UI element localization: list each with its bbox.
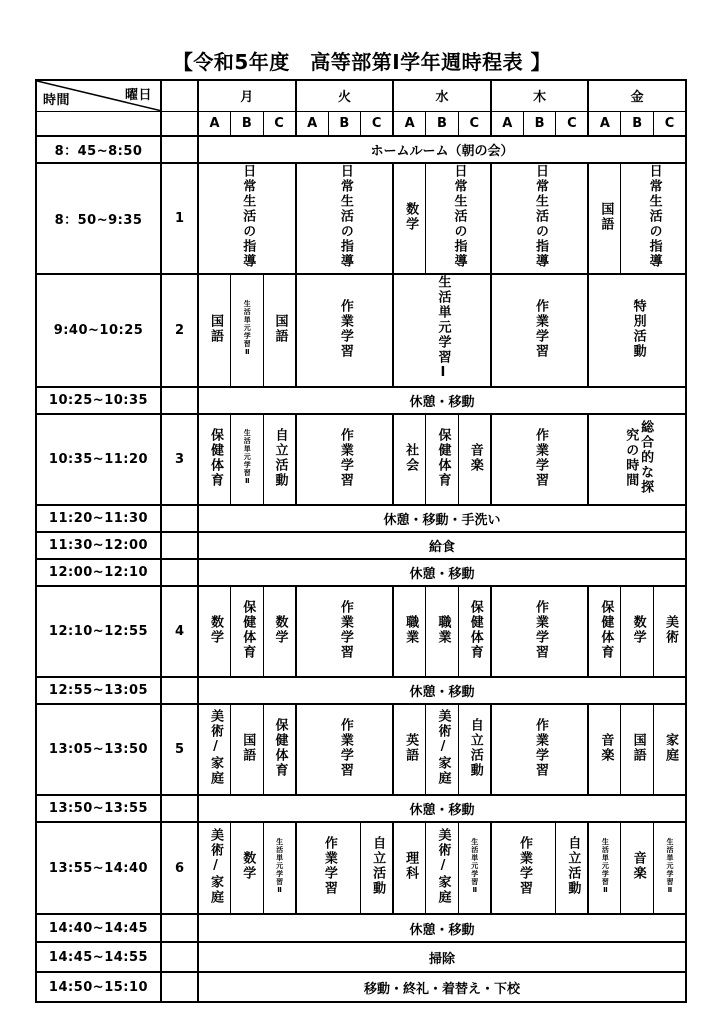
subject-label: 日常生活の指導 — [240, 164, 256, 269]
subject-label: 数学 — [630, 614, 646, 645]
subject-cell — [393, 274, 491, 387]
time-cell: 14:40~14:45 — [36, 914, 161, 942]
subject-label: 自立活動 — [272, 427, 288, 488]
subject-label: 作業学習 — [533, 717, 549, 778]
subject-label: 生活単元学習Ⅱ — [275, 837, 284, 895]
subject-label: 作業学習 — [321, 836, 337, 896]
subject-cell — [231, 822, 264, 914]
subject-cell — [198, 163, 296, 274]
group-c: C — [458, 111, 491, 136]
subject-cell — [361, 822, 394, 914]
subject-cell — [393, 822, 426, 914]
period-cell — [161, 677, 198, 704]
subject-label: 生活単元学習Ⅱ — [601, 837, 610, 895]
subject-cell — [231, 274, 264, 387]
header-corner — [36, 80, 161, 111]
time-cell: 11:20~11:30 — [36, 505, 161, 532]
time-cell: 13:55~14:40 — [36, 822, 161, 914]
subject-cell — [653, 704, 686, 795]
subject-label: 保健体育 — [435, 427, 451, 488]
period-cell — [161, 972, 198, 1002]
time-cell: 10:35~11:20 — [36, 414, 161, 505]
subject-cell — [491, 274, 589, 387]
subject-label: 保健体育 — [598, 599, 614, 660]
break-cell: 休憩・移動 — [198, 677, 686, 704]
time-cell: 14:50~15:10 — [36, 972, 161, 1002]
group-a: A — [296, 111, 329, 136]
subject-label: 国語 — [272, 313, 288, 344]
time-cell: 8：50~9:35 — [36, 163, 161, 274]
subject-cell — [491, 704, 589, 795]
break-cell: 休憩・移動 — [198, 387, 686, 414]
subject-label: 作業学習 — [337, 717, 353, 778]
subject-cell — [588, 163, 621, 274]
subject-cell — [458, 704, 491, 795]
subject-cell — [393, 163, 426, 274]
subject-label: 音楽 — [467, 442, 483, 473]
subject-cell — [231, 414, 264, 505]
subject-cell — [588, 414, 686, 505]
subject-cell — [393, 704, 426, 795]
timetable — [35, 79, 687, 1003]
subject-label: 保健体育 — [467, 599, 483, 660]
subject-label: 作業学習 — [337, 599, 353, 660]
subject-cell — [263, 414, 296, 505]
subject-cell — [491, 822, 556, 914]
subject-label: 生活単元学習Ⅱ — [243, 429, 252, 486]
subject-cell — [426, 822, 459, 914]
subject-label: 日常生活の指導 — [646, 164, 662, 269]
group-b: B — [328, 111, 361, 136]
period-cell — [161, 136, 198, 163]
subject-cell — [296, 586, 394, 677]
period-number: 1 — [161, 163, 198, 274]
subject-cell — [588, 274, 686, 387]
break-cell: 休憩・移動 — [198, 559, 686, 586]
subject-cell — [458, 822, 491, 914]
subject-cell — [653, 822, 686, 914]
subject-label: 総合的な探究の時間 — [623, 420, 654, 495]
subject-label: 国語 — [207, 313, 223, 344]
subject-label: 作業学習 — [533, 427, 549, 488]
subject-label: 生活単元学習Ⅰ — [435, 275, 451, 382]
subject-label: 職業 — [403, 614, 419, 645]
subject-cell — [198, 414, 231, 505]
subject-cell — [296, 414, 394, 505]
blank-period — [161, 111, 198, 136]
time-cell: 12:10~12:55 — [36, 586, 161, 677]
time-cell: 9:40~10:25 — [36, 274, 161, 387]
group-c: C — [361, 111, 394, 136]
subject-label: 保健体育 — [240, 599, 256, 660]
subject-label: 日常生活の指導 — [533, 164, 549, 269]
period-cell — [161, 505, 198, 532]
day-wed: 水 — [393, 80, 491, 111]
period-number: 4 — [161, 586, 198, 677]
subject-cell — [296, 822, 361, 914]
subject-label: 数学 — [403, 201, 419, 232]
time-cell: 14:45~14:55 — [36, 942, 161, 972]
weekday-label: 曜日 — [124, 88, 152, 103]
group-a: A — [393, 111, 426, 136]
subject-label: 自立活動 — [467, 717, 483, 778]
subject-cell — [588, 704, 621, 795]
period-number: 6 — [161, 822, 198, 914]
subject-label: 家庭 — [662, 732, 678, 763]
subject-cell — [621, 163, 686, 274]
subject-cell — [621, 822, 654, 914]
subject-label: 理科 — [403, 851, 419, 881]
subject-cell — [426, 414, 459, 505]
group-a: A — [491, 111, 524, 136]
blank-time — [36, 111, 161, 136]
subject-cell — [621, 704, 654, 795]
period-cell — [161, 559, 198, 586]
period-cell — [161, 914, 198, 942]
day-mon: 月 — [198, 80, 296, 111]
group-b: B — [231, 111, 264, 136]
day-tue: 火 — [296, 80, 394, 111]
subject-cell — [588, 822, 621, 914]
subject-cell — [588, 586, 621, 677]
subject-cell — [263, 274, 296, 387]
subject-label: 美術/家庭 — [435, 827, 451, 905]
subject-label: 美術/家庭 — [207, 827, 223, 905]
subject-label: 自立活動 — [370, 836, 386, 896]
subject-cell — [653, 586, 686, 677]
subject-cell — [458, 586, 491, 677]
subject-cell — [458, 414, 491, 505]
subject-cell — [263, 586, 296, 677]
subject-cell — [491, 414, 589, 505]
time-cell: 12:00~12:10 — [36, 559, 161, 586]
subject-label: 数学 — [207, 614, 223, 645]
break-cell: 休憩・移動 — [198, 914, 686, 942]
time-cell: 13:50~13:55 — [36, 795, 161, 822]
break-cell: 休憩・移動・手洗い — [198, 505, 686, 532]
time-cell: 12:55~13:05 — [36, 677, 161, 704]
subject-cell — [198, 704, 231, 795]
subject-label: 美術/家庭 — [435, 709, 451, 786]
subject-cell — [426, 704, 459, 795]
group-b: B — [426, 111, 459, 136]
subject-label: 作業学習 — [517, 836, 533, 896]
subject-label: 数学 — [240, 851, 256, 881]
subject-label: 生活単元学習Ⅱ — [665, 837, 674, 895]
subject-label: 日常生活の指導 — [337, 164, 353, 269]
subject-cell — [198, 822, 231, 914]
subject-label: 社会 — [403, 442, 419, 473]
group-c: C — [556, 111, 589, 136]
subject-label: 国語 — [630, 732, 646, 763]
subject-cell — [263, 822, 296, 914]
subject-label: 保健体育 — [272, 717, 288, 778]
subject-label: 音楽 — [630, 851, 646, 881]
day-fri: 金 — [588, 80, 686, 111]
subject-label: 英語 — [403, 732, 419, 763]
period-cell — [161, 795, 198, 822]
cleaning-cell: 掃除 — [198, 942, 686, 972]
period-number: 3 — [161, 414, 198, 505]
subject-cell — [491, 586, 589, 677]
subject-label: 音楽 — [598, 732, 614, 763]
group-c: C — [263, 111, 296, 136]
group-a: A — [198, 111, 231, 136]
time-label: 時間 — [43, 92, 71, 108]
dismissal-cell: 移動・終礼・着替え・下校 — [198, 972, 686, 1002]
subject-cell — [393, 414, 426, 505]
subject-cell — [198, 586, 231, 677]
lunch-cell: 給食 — [198, 532, 686, 559]
subject-label: 国語 — [598, 201, 614, 232]
subject-cell — [556, 822, 589, 914]
subject-label: 自立活動 — [565, 836, 581, 896]
subject-label: 日常生活の指導 — [451, 164, 467, 269]
period-number: 2 — [161, 274, 198, 387]
subject-cell — [426, 163, 491, 274]
period-cell — [161, 532, 198, 559]
subject-cell — [296, 274, 394, 387]
subject-label: 職業 — [435, 614, 451, 645]
time-cell: 10:25~10:35 — [36, 387, 161, 414]
subject-cell — [231, 704, 264, 795]
subject-label: 作業学習 — [337, 427, 353, 488]
time-cell: 11:30~12:00 — [36, 532, 161, 559]
subject-cell — [263, 704, 296, 795]
group-c: C — [653, 111, 686, 136]
homeroom-cell: ホームルーム（朝の会） — [198, 136, 686, 163]
subject-cell — [621, 586, 654, 677]
group-b: B — [621, 111, 654, 136]
break-cell: 休憩・移動 — [198, 795, 686, 822]
subject-label: 美術 — [662, 614, 678, 645]
group-b: B — [523, 111, 556, 136]
subject-label: 作業学習 — [337, 298, 353, 359]
subject-cell — [231, 586, 264, 677]
subject-cell — [491, 163, 589, 274]
subject-label: 作業学習 — [533, 298, 549, 359]
subject-label: 生活単元学習Ⅱ — [243, 300, 252, 357]
period-cell — [161, 387, 198, 414]
subject-label: 保健体育 — [207, 427, 223, 488]
page-title: 【令和5年度 高等部第Ⅰ学年週時程表 】 — [172, 50, 552, 74]
subject-label: 国語 — [240, 732, 256, 763]
time-cell: 8：45~8:50 — [36, 136, 161, 163]
period-header — [161, 80, 198, 111]
subject-cell — [296, 163, 394, 274]
subject-cell — [296, 704, 394, 795]
subject-cell — [393, 586, 426, 677]
subject-label: 特別活動 — [630, 298, 646, 359]
time-cell: 13:05~13:50 — [36, 704, 161, 795]
subject-cell — [426, 586, 459, 677]
subject-label: 数学 — [272, 614, 288, 645]
subject-label: 美術/家庭 — [207, 709, 223, 786]
group-a: A — [588, 111, 621, 136]
period-number: 5 — [161, 704, 198, 795]
subject-cell — [198, 274, 231, 387]
subject-label: 生活単元学習Ⅱ — [470, 837, 479, 895]
period-cell — [161, 942, 198, 972]
subject-label: 作業学習 — [533, 599, 549, 660]
day-thu: 木 — [491, 80, 589, 111]
